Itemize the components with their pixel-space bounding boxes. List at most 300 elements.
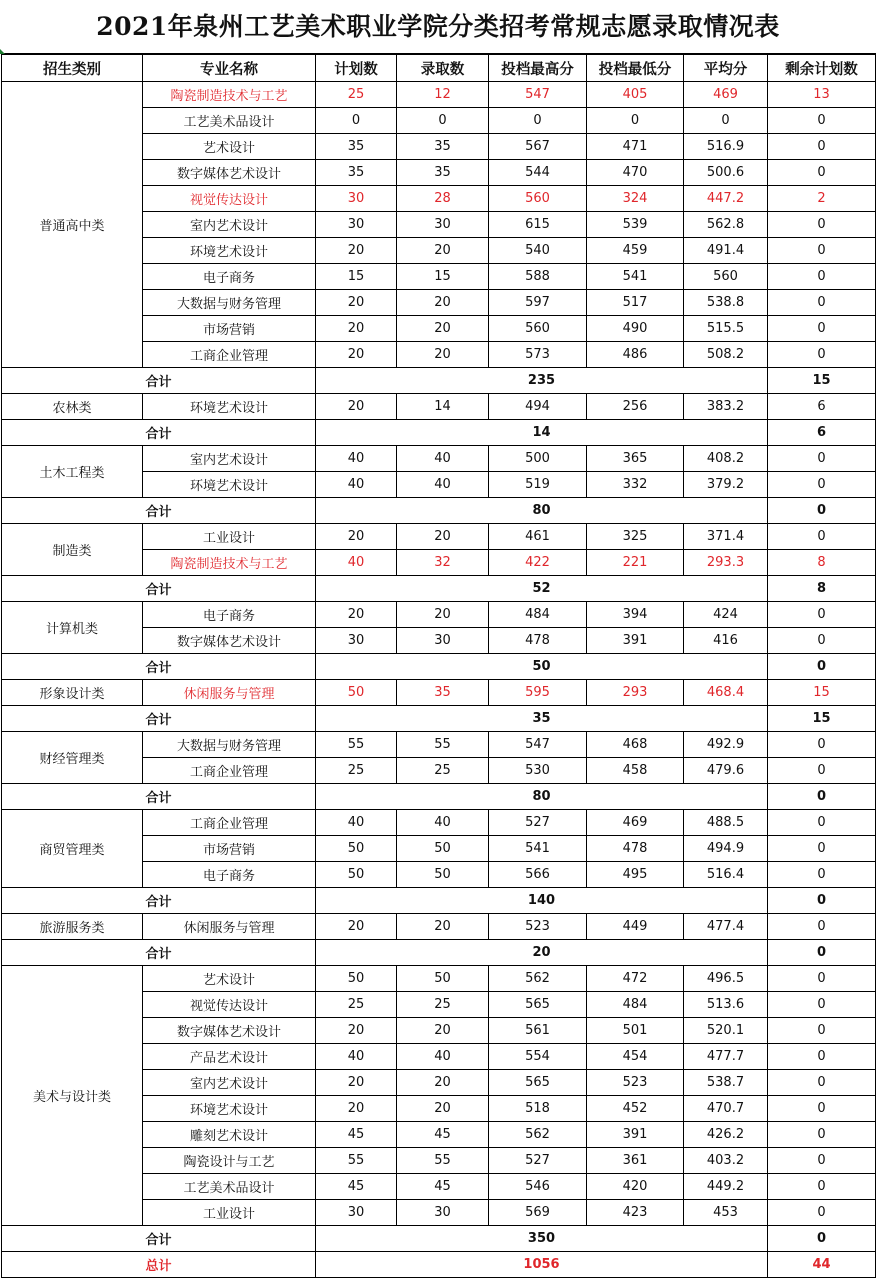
max-cell: 494 <box>489 394 587 420</box>
subtotal-label: 合计 <box>2 498 316 524</box>
subtotal-left: 0 <box>768 1226 876 1252</box>
major-cell: 工商企业管理 <box>143 810 316 836</box>
table-body <box>2 55 876 1278</box>
major-cell: 大数据与财务管理 <box>143 732 316 758</box>
subtotal-left: 0 <box>768 940 876 966</box>
plan-cell: 40 <box>316 446 397 472</box>
max-cell: 573 <box>489 342 587 368</box>
min-cell: 470 <box>587 160 684 186</box>
avg-cell: 293.3 <box>684 550 768 576</box>
plan-cell: 45 <box>316 1122 397 1148</box>
subtotal-left: 6 <box>768 420 876 446</box>
subtotal-label: 合计 <box>2 576 316 602</box>
major-cell: 工业设计 <box>143 524 316 550</box>
plan-cell: 25 <box>316 82 397 108</box>
max-cell: 562 <box>489 966 587 992</box>
sheet-title-text: 2021年泉州工艺美术职业学院分类招考常规志愿录取情况表 <box>96 12 780 41</box>
left-cell: 0 <box>768 316 876 342</box>
plan-cell: 35 <box>316 134 397 160</box>
min-cell: 391 <box>587 1122 684 1148</box>
subtotal-admit: 14 <box>316 420 768 446</box>
min-cell: 517 <box>587 290 684 316</box>
admit-cell: 20 <box>397 524 489 550</box>
min-cell: 469 <box>587 810 684 836</box>
max-cell: 562 <box>489 1122 587 1148</box>
left-cell: 0 <box>768 992 876 1018</box>
left-cell: 0 <box>768 914 876 940</box>
avg-cell: 449.2 <box>684 1174 768 1200</box>
left-cell: 0 <box>768 1122 876 1148</box>
subtotal-left: 0 <box>768 498 876 524</box>
plan-cell: 20 <box>316 238 397 264</box>
max-cell: 597 <box>489 290 587 316</box>
plan-cell: 20 <box>316 602 397 628</box>
plan-cell: 50 <box>316 836 397 862</box>
major-cell: 工艺美术品设计 <box>143 108 316 134</box>
subtotal-left: 15 <box>768 706 876 732</box>
admit-cell: 20 <box>397 1018 489 1044</box>
avg-cell: 379.2 <box>684 472 768 498</box>
left-cell: 0 <box>768 238 876 264</box>
avg-cell: 403.2 <box>684 1148 768 1174</box>
admit-cell: 0 <box>397 108 489 134</box>
category-cell: 旅游服务类 <box>2 914 143 940</box>
admit-cell: 45 <box>397 1122 489 1148</box>
plan-cell: 40 <box>316 550 397 576</box>
grand-total-left: 44 <box>768 1252 876 1278</box>
plan-cell: 0 <box>316 108 397 134</box>
avg-cell: 494.9 <box>684 836 768 862</box>
category-cell: 农林类 <box>2 394 143 420</box>
min-cell: 365 <box>587 446 684 472</box>
min-cell: 541 <box>587 264 684 290</box>
avg-cell: 470.7 <box>684 1096 768 1122</box>
plan-cell: 20 <box>316 316 397 342</box>
admit-cell: 14 <box>397 394 489 420</box>
left-cell: 0 <box>768 264 876 290</box>
admit-cell: 35 <box>397 134 489 160</box>
major-cell: 市场营销 <box>143 316 316 342</box>
column-header: 计划数 <box>316 55 397 82</box>
plan-cell: 45 <box>316 1174 397 1200</box>
max-cell: 554 <box>489 1044 587 1070</box>
major-cell: 陶瓷制造技术与工艺 <box>143 82 316 108</box>
min-cell: 420 <box>587 1174 684 1200</box>
admit-cell: 25 <box>397 758 489 784</box>
column-header: 平均分 <box>684 55 768 82</box>
subtotal-left: 0 <box>768 784 876 810</box>
plan-cell: 20 <box>316 394 397 420</box>
major-cell: 数字媒体艺术设计 <box>143 1018 316 1044</box>
plan-cell: 20 <box>316 524 397 550</box>
subtotal-left: 8 <box>768 576 876 602</box>
min-cell: 486 <box>587 342 684 368</box>
max-cell: 565 <box>489 992 587 1018</box>
plan-cell: 20 <box>316 1096 397 1122</box>
left-cell: 0 <box>768 524 876 550</box>
admit-cell: 32 <box>397 550 489 576</box>
subtotal-admit: 80 <box>316 784 768 810</box>
plan-cell: 30 <box>316 212 397 238</box>
admit-cell: 40 <box>397 810 489 836</box>
max-cell: 519 <box>489 472 587 498</box>
left-cell: 0 <box>768 810 876 836</box>
avg-cell: 513.6 <box>684 992 768 1018</box>
min-cell: 459 <box>587 238 684 264</box>
table-row <box>2 446 876 472</box>
left-cell: 0 <box>768 732 876 758</box>
max-cell: 560 <box>489 316 587 342</box>
avg-cell: 408.2 <box>684 446 768 472</box>
plan-cell: 35 <box>316 160 397 186</box>
subtotal-admit: 80 <box>316 498 768 524</box>
admit-cell: 35 <box>397 160 489 186</box>
category-cell: 形象设计类 <box>2 680 143 706</box>
max-cell: 569 <box>489 1200 587 1226</box>
grand-total-label: 总计 <box>2 1252 316 1278</box>
category-cell: 土木工程类 <box>2 446 143 498</box>
admit-cell: 50 <box>397 836 489 862</box>
subtotal-row <box>2 368 876 394</box>
max-cell: 566 <box>489 862 587 888</box>
plan-cell: 40 <box>316 1044 397 1070</box>
left-cell: 0 <box>768 758 876 784</box>
avg-cell: 477.4 <box>684 914 768 940</box>
min-cell: 478 <box>587 836 684 862</box>
category-cell: 制造类 <box>2 524 143 576</box>
max-cell: 530 <box>489 758 587 784</box>
min-cell: 391 <box>587 628 684 654</box>
major-cell: 休闲服务与管理 <box>143 914 316 940</box>
plan-cell: 20 <box>316 342 397 368</box>
plan-cell: 30 <box>316 186 397 212</box>
max-cell: 523 <box>489 914 587 940</box>
table-row <box>2 810 876 836</box>
avg-cell: 488.5 <box>684 810 768 836</box>
avg-cell: 516.9 <box>684 134 768 160</box>
max-cell: 527 <box>489 810 587 836</box>
admit-cell: 55 <box>397 732 489 758</box>
avg-cell: 469 <box>684 82 768 108</box>
plan-cell: 50 <box>316 966 397 992</box>
subtotal-admit: 35 <box>316 706 768 732</box>
left-cell: 0 <box>768 1200 876 1226</box>
major-cell: 室内艺术设计 <box>143 446 316 472</box>
max-cell: 565 <box>489 1070 587 1096</box>
subtotal-row <box>2 576 876 602</box>
avg-cell: 560 <box>684 264 768 290</box>
max-cell: 546 <box>489 1174 587 1200</box>
table-row <box>2 680 876 706</box>
subtotal-admit: 50 <box>316 654 768 680</box>
left-cell: 6 <box>768 394 876 420</box>
major-cell: 视觉传达设计 <box>143 992 316 1018</box>
admit-cell: 20 <box>397 316 489 342</box>
left-cell: 0 <box>768 446 876 472</box>
admit-cell: 50 <box>397 862 489 888</box>
plan-cell: 30 <box>316 1200 397 1226</box>
max-cell: 547 <box>489 732 587 758</box>
grand-total-admit: 1056 <box>316 1252 768 1278</box>
plan-cell: 55 <box>316 1148 397 1174</box>
admit-cell: 20 <box>397 290 489 316</box>
min-cell: 490 <box>587 316 684 342</box>
plan-cell: 30 <box>316 628 397 654</box>
left-cell: 8 <box>768 550 876 576</box>
plan-cell: 25 <box>316 758 397 784</box>
min-cell: 523 <box>587 1070 684 1096</box>
subtotal-left: 15 <box>768 368 876 394</box>
subtotal-left: 0 <box>768 888 876 914</box>
avg-cell: 562.8 <box>684 212 768 238</box>
avg-cell: 508.2 <box>684 342 768 368</box>
left-cell: 0 <box>768 160 876 186</box>
left-cell: 2 <box>768 186 876 212</box>
column-header: 投档最低分 <box>587 55 684 82</box>
max-cell: 595 <box>489 680 587 706</box>
left-cell: 0 <box>768 472 876 498</box>
avg-cell: 520.1 <box>684 1018 768 1044</box>
admit-cell: 40 <box>397 472 489 498</box>
table-row <box>2 914 876 940</box>
subtotal-row <box>2 654 876 680</box>
left-cell: 0 <box>768 1174 876 1200</box>
subtotal-row <box>2 940 876 966</box>
subtotal-row <box>2 420 876 446</box>
category-cell: 商贸管理类 <box>2 810 143 888</box>
min-cell: 454 <box>587 1044 684 1070</box>
subtotal-label: 合计 <box>2 1226 316 1252</box>
subtotal-label: 合计 <box>2 940 316 966</box>
left-cell: 0 <box>768 602 876 628</box>
avg-cell: 479.6 <box>684 758 768 784</box>
major-cell: 环境艺术设计 <box>143 1096 316 1122</box>
min-cell: 458 <box>587 758 684 784</box>
min-cell: 495 <box>587 862 684 888</box>
left-cell: 0 <box>768 134 876 160</box>
major-cell: 工商企业管理 <box>143 342 316 368</box>
admit-cell: 30 <box>397 1200 489 1226</box>
admit-cell: 40 <box>397 1044 489 1070</box>
subtotal-row <box>2 498 876 524</box>
min-cell: 293 <box>587 680 684 706</box>
avg-cell: 491.4 <box>684 238 768 264</box>
min-cell: 394 <box>587 602 684 628</box>
left-cell: 0 <box>768 108 876 134</box>
major-cell: 电子商务 <box>143 862 316 888</box>
admit-cell: 15 <box>397 264 489 290</box>
avg-cell: 468.4 <box>684 680 768 706</box>
major-cell: 电子商务 <box>143 602 316 628</box>
header-row <box>2 55 876 82</box>
subtotal-row <box>2 706 876 732</box>
subtotal-label: 合计 <box>2 784 316 810</box>
table-row <box>2 394 876 420</box>
column-header: 招生类别 <box>2 55 143 82</box>
subtotal-admit: 350 <box>316 1226 768 1252</box>
plan-cell: 50 <box>316 680 397 706</box>
major-cell: 工业设计 <box>143 1200 316 1226</box>
admit-cell: 20 <box>397 1070 489 1096</box>
admit-cell: 20 <box>397 914 489 940</box>
column-header: 录取数 <box>397 55 489 82</box>
avg-cell: 496.5 <box>684 966 768 992</box>
left-cell: 0 <box>768 212 876 238</box>
major-cell: 艺术设计 <box>143 966 316 992</box>
avg-cell: 424 <box>684 602 768 628</box>
left-cell: 0 <box>768 966 876 992</box>
category-cell: 普通高中类 <box>2 82 143 368</box>
subtotal-label: 合计 <box>2 368 316 394</box>
subtotal-label: 合计 <box>2 706 316 732</box>
subtotal-row <box>2 1226 876 1252</box>
max-cell: 615 <box>489 212 587 238</box>
avg-cell: 426.2 <box>684 1122 768 1148</box>
major-cell: 环境艺术设计 <box>143 394 316 420</box>
grand-total-row <box>2 1252 876 1278</box>
major-cell: 数字媒体艺术设计 <box>143 628 316 654</box>
min-cell: 501 <box>587 1018 684 1044</box>
min-cell: 472 <box>587 966 684 992</box>
admit-cell: 40 <box>397 446 489 472</box>
avg-cell: 416 <box>684 628 768 654</box>
min-cell: 361 <box>587 1148 684 1174</box>
max-cell: 484 <box>489 602 587 628</box>
max-cell: 518 <box>489 1096 587 1122</box>
max-cell: 422 <box>489 550 587 576</box>
subtotal-admit: 235 <box>316 368 768 394</box>
subtotal-label: 合计 <box>2 420 316 446</box>
admission-table <box>1 54 876 1278</box>
plan-cell: 20 <box>316 1018 397 1044</box>
max-cell: 561 <box>489 1018 587 1044</box>
column-header: 投档最高分 <box>489 55 587 82</box>
max-cell: 541 <box>489 836 587 862</box>
plan-cell: 55 <box>316 732 397 758</box>
subtotal-row <box>2 888 876 914</box>
plan-cell: 20 <box>316 914 397 940</box>
major-cell: 陶瓷设计与工艺 <box>143 1148 316 1174</box>
subtotal-label: 合计 <box>2 888 316 914</box>
left-cell: 0 <box>768 342 876 368</box>
major-cell: 室内艺术设计 <box>143 1070 316 1096</box>
max-cell: 527 <box>489 1148 587 1174</box>
min-cell: 484 <box>587 992 684 1018</box>
category-cell: 美术与设计类 <box>2 966 143 1226</box>
avg-cell: 453 <box>684 1200 768 1226</box>
min-cell: 452 <box>587 1096 684 1122</box>
plan-cell: 20 <box>316 290 397 316</box>
left-cell: 0 <box>768 836 876 862</box>
left-cell: 0 <box>768 1096 876 1122</box>
avg-cell: 538.8 <box>684 290 768 316</box>
left-cell: 0 <box>768 1148 876 1174</box>
plan-cell: 50 <box>316 862 397 888</box>
subtotal-admit: 52 <box>316 576 768 602</box>
left-cell: 0 <box>768 862 876 888</box>
major-cell: 环境艺术设计 <box>143 472 316 498</box>
admit-cell: 55 <box>397 1148 489 1174</box>
min-cell: 0 <box>587 108 684 134</box>
min-cell: 405 <box>587 82 684 108</box>
table-row <box>2 732 876 758</box>
major-cell: 雕刻艺术设计 <box>143 1122 316 1148</box>
left-cell: 0 <box>768 1070 876 1096</box>
subtotal-left: 0 <box>768 654 876 680</box>
major-cell: 大数据与财务管理 <box>143 290 316 316</box>
avg-cell: 477.7 <box>684 1044 768 1070</box>
plan-cell: 15 <box>316 264 397 290</box>
min-cell: 423 <box>587 1200 684 1226</box>
major-cell: 市场营销 <box>143 836 316 862</box>
admit-cell: 30 <box>397 212 489 238</box>
avg-cell: 371.4 <box>684 524 768 550</box>
table-row <box>2 82 876 108</box>
admit-cell: 50 <box>397 966 489 992</box>
subtotal-admit: 140 <box>316 888 768 914</box>
min-cell: 325 <box>587 524 684 550</box>
category-cell: 计算机类 <box>2 602 143 654</box>
max-cell: 478 <box>489 628 587 654</box>
min-cell: 221 <box>587 550 684 576</box>
category-cell: 财经管理类 <box>2 732 143 784</box>
major-cell: 工商企业管理 <box>143 758 316 784</box>
max-cell: 567 <box>489 134 587 160</box>
max-cell: 500 <box>489 446 587 472</box>
left-cell: 15 <box>768 680 876 706</box>
table-row <box>2 602 876 628</box>
major-cell: 环境艺术设计 <box>143 238 316 264</box>
plan-cell: 25 <box>316 992 397 1018</box>
max-cell: 588 <box>489 264 587 290</box>
table-row <box>2 524 876 550</box>
sheet-title <box>0 0 876 54</box>
min-cell: 332 <box>587 472 684 498</box>
plan-cell: 40 <box>316 810 397 836</box>
major-cell: 工艺美术品设计 <box>143 1174 316 1200</box>
major-cell: 陶瓷制造技术与工艺 <box>143 550 316 576</box>
left-cell: 13 <box>768 82 876 108</box>
avg-cell: 383.2 <box>684 394 768 420</box>
max-cell: 461 <box>489 524 587 550</box>
subtotal-admit: 20 <box>316 940 768 966</box>
admit-cell: 20 <box>397 342 489 368</box>
major-cell: 电子商务 <box>143 264 316 290</box>
subtotal-label: 合计 <box>2 654 316 680</box>
left-cell: 0 <box>768 1018 876 1044</box>
max-cell: 547 <box>489 82 587 108</box>
subtotal-row <box>2 784 876 810</box>
major-cell: 产品艺术设计 <box>143 1044 316 1070</box>
min-cell: 468 <box>587 732 684 758</box>
left-cell: 0 <box>768 1044 876 1070</box>
avg-cell: 538.7 <box>684 1070 768 1096</box>
cell-selection-marker <box>0 49 5 54</box>
avg-cell: 447.2 <box>684 186 768 212</box>
min-cell: 539 <box>587 212 684 238</box>
avg-cell: 515.5 <box>684 316 768 342</box>
min-cell: 449 <box>587 914 684 940</box>
min-cell: 256 <box>587 394 684 420</box>
left-cell: 0 <box>768 290 876 316</box>
admit-cell: 45 <box>397 1174 489 1200</box>
max-cell: 0 <box>489 108 587 134</box>
admit-cell: 25 <box>397 992 489 1018</box>
plan-cell: 20 <box>316 1070 397 1096</box>
admit-cell: 30 <box>397 628 489 654</box>
admit-cell: 28 <box>397 186 489 212</box>
admit-cell: 20 <box>397 238 489 264</box>
